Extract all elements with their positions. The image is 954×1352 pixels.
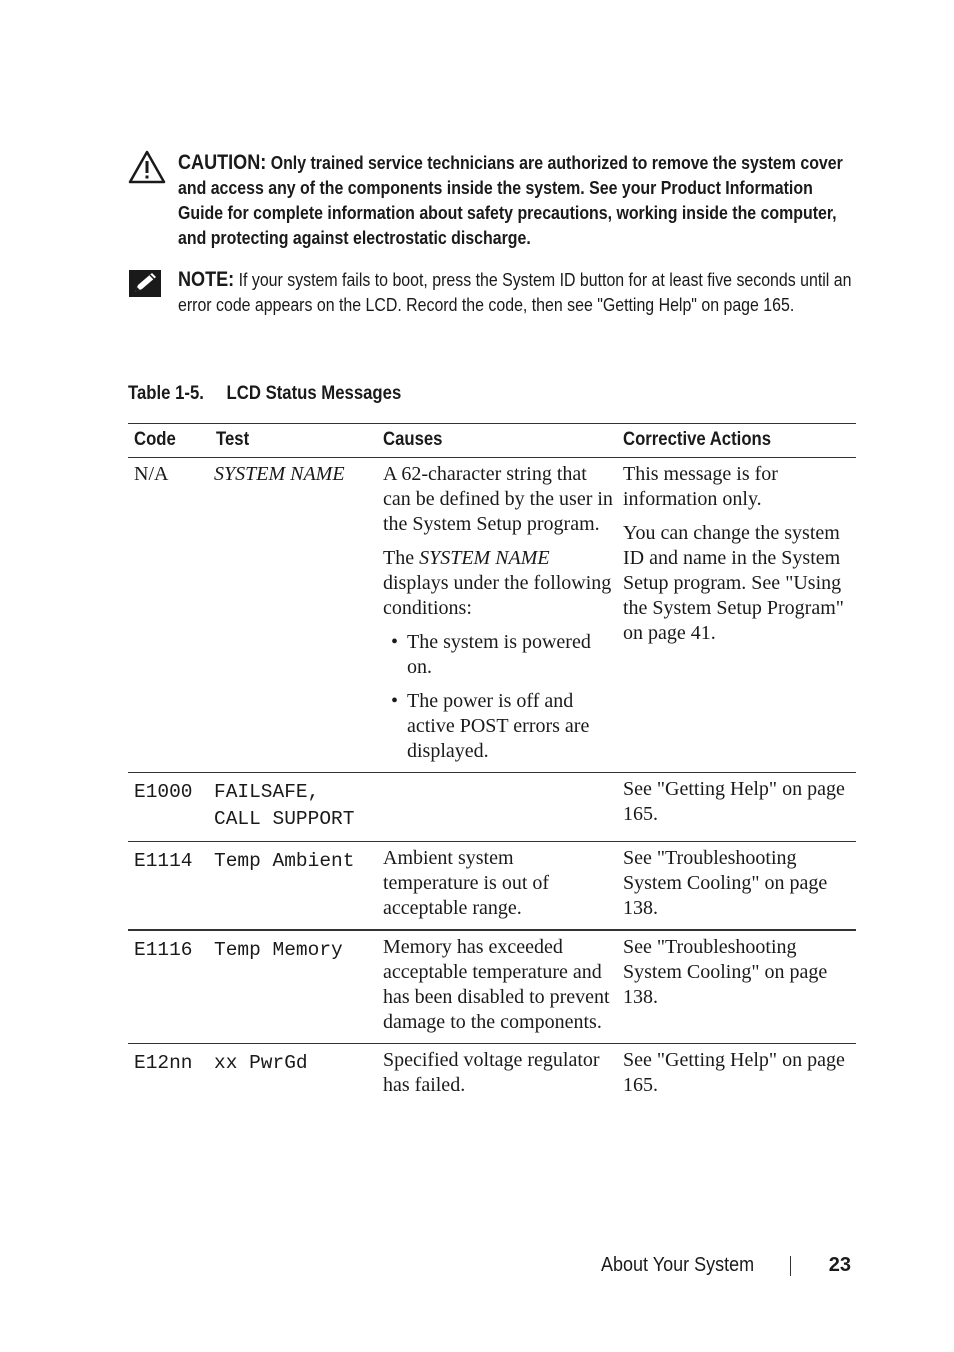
table-row (128, 1044, 856, 1107)
cell-code: E1116 (128, 930, 210, 1044)
cell-causes: Memory has exceeded acceptable temperature and has been disabled to prevent damage to the components. (377, 930, 617, 1044)
page-footer (584, 1254, 851, 1277)
header-causes: Causes (377, 424, 617, 458)
cell-test: xx PwrGd (214, 1052, 308, 1074)
table-header-row (128, 424, 856, 458)
cell-actions (617, 458, 856, 773)
cell-test: SYSTEM NAME (210, 458, 377, 773)
list-item: • The system is powered on. (383, 630, 613, 680)
cell-code: E1000 (128, 773, 210, 842)
cell-code: N/A (128, 458, 210, 773)
table-row (128, 842, 856, 931)
actions-paragraph: This message is for information only. (623, 463, 778, 510)
note-text-block (178, 267, 857, 317)
cell-code: E12nn (134, 1052, 193, 1074)
table-row (128, 458, 856, 773)
table-caption (128, 383, 401, 405)
footer-section-title: About Your System (600, 1254, 754, 1276)
note-label: NOTE: (178, 268, 235, 291)
table-title: LCD Status Messages (226, 383, 402, 404)
caution-label: CAUTION: (178, 151, 267, 174)
cell-causes (377, 458, 617, 773)
cell-test: Temp Memory (210, 930, 377, 1044)
cell-causes (377, 773, 617, 842)
table-number: Table 1-5. (128, 383, 204, 404)
table-row (128, 930, 856, 1044)
cell-actions: See "Getting Help" on page 165. (623, 1049, 845, 1096)
header-test: Test (210, 424, 377, 458)
table-row (128, 773, 856, 842)
conditions-list (383, 630, 613, 764)
warning-triangle-icon (128, 150, 166, 184)
caution-text-block (178, 150, 857, 250)
note-pencil-icon (128, 269, 162, 299)
cell-actions: See "Getting Help" on page 165. (617, 773, 856, 842)
note-notice (128, 267, 856, 317)
cell-causes: Specified voltage regulator has failed. (383, 1049, 600, 1096)
cell-test: FAILSAFE, CALL SUPPORT (210, 773, 377, 842)
page-number: 23 (828, 1254, 851, 1276)
cell-code: E1114 (128, 842, 210, 931)
cell-actions: See "Troubleshooting System Cooling" on page 138. (617, 842, 856, 931)
note-text: If your system fails to boot, press the System ID button for at least five seconds until an error code appears on the LCD. Record the code, then see "Getting Help" on page 165. (178, 269, 852, 315)
caution-text: Only trained service technicians are authorized to remove the system cover and access any of the components inside the system. See your Product Information Guide for complete information about safety precautions, working inside the computer, and protecting against electrostatic discharge. (178, 152, 843, 248)
caution-notice (128, 150, 856, 250)
footer-divider (790, 1256, 791, 1276)
cell-test: Temp Ambient (210, 842, 377, 931)
causes-paragraph: The SYSTEM NAME displays under the following conditions: (383, 547, 612, 619)
lcd-status-table (128, 423, 856, 1106)
list-item: • The power is off and active POST errors are displayed. (383, 689, 613, 764)
cell-causes: Ambient system temperature is out of acceptable range. (377, 842, 617, 931)
cell-actions: See "Troubleshooting System Cooling" on page 138. (617, 930, 856, 1044)
header-code: Code (128, 424, 210, 458)
causes-paragraph: A 62-character string that can be defined by the user in the System Setup program. (383, 463, 613, 535)
header-actions: Corrective Actions (617, 424, 856, 458)
actions-paragraph: You can change the system ID and name in the System Setup program. See "Using the System Setup Program" on page 41. (623, 522, 844, 644)
